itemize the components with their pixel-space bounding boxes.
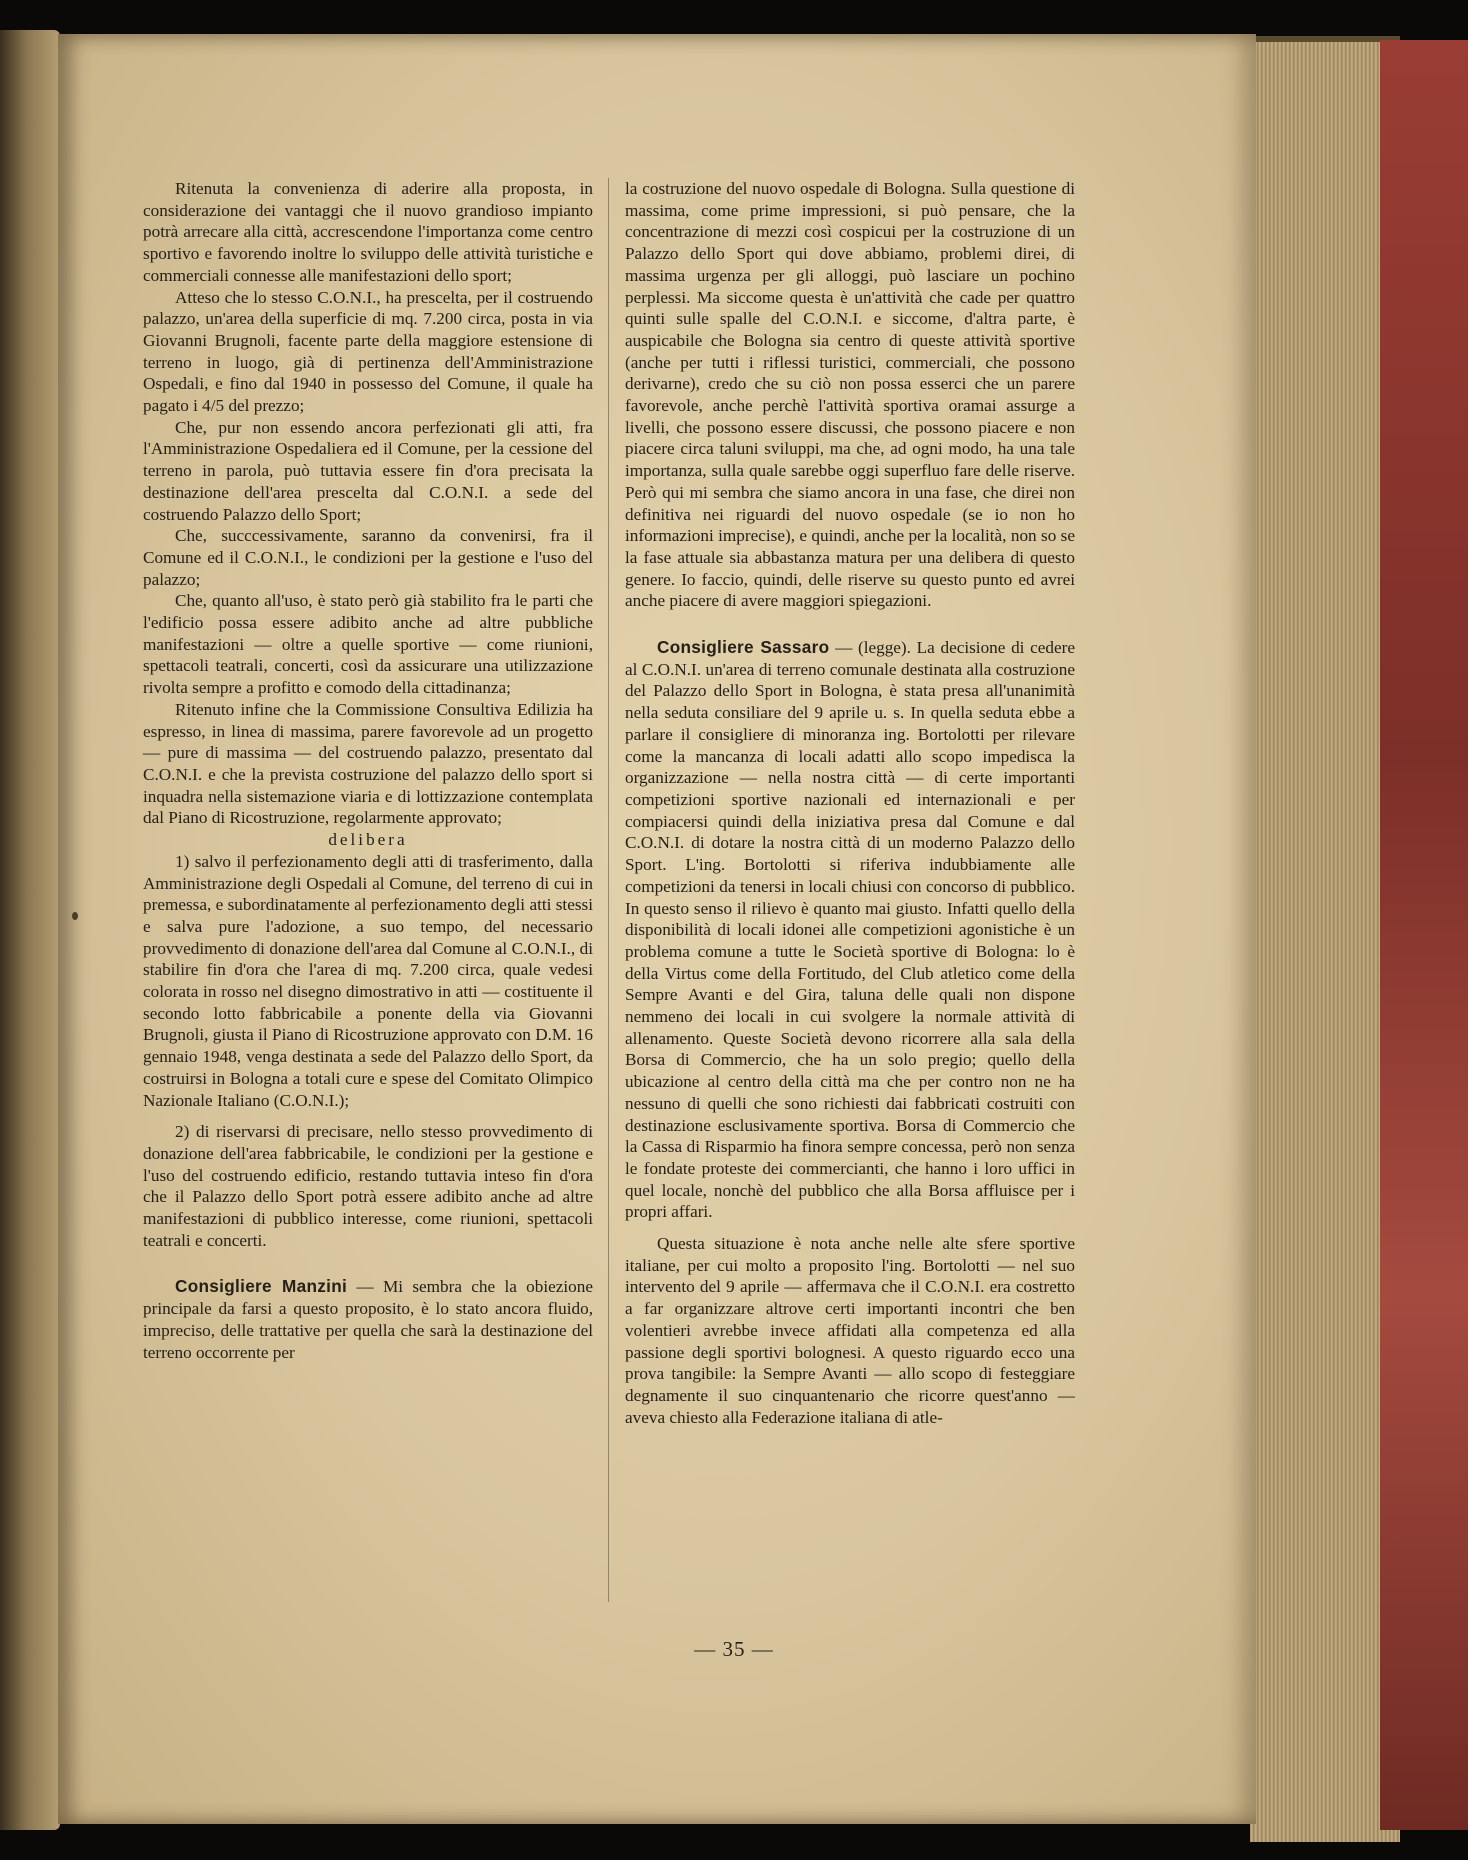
paragraph-questa-situazione: Questa situazione è nota anche nelle alte sfere sportive italiane, per cui molto a proposito l'ing. Bortolotti — nel suo intervento del 9 aprile — affermava che il C.O.N.I. era costretto a far organizzare altrove certi importanti incontri che ben volentieri avrebbe invece affidati alla competenza ed alla passione degli sportivi bolognesi. A questo riguardo ecco una prova tangibile: la Sempre Avanti — allo scopo di festeggiare degnamente il suo cinquantenario che ricorre quest'anno — aveva chiesto alla Federazione italiana di atle- [625, 1234, 1075, 1427]
speaker-name: Consigliere Manzini [175, 1276, 348, 1297]
delibera-item-2: 2) di riservarsi di precisare, nello stesso provvedimento di donazione dell'area fabbricabile, le condizioni per la gestione e l'uso del costruendo edificio, restando tuttavia inteso fin d'ora che il Palazzo dello Sport potrà essere adibito anche ad altre manifestazioni di pubblico interesse, come riunioni, spettacoli teatrali e concerti. [143, 1122, 593, 1250]
speech-sassaro [625, 637, 1075, 1223]
speech-text: — Mi sembra che la obiezione principale da farsi a questo proposito, è lo stato ancora fluido, impreciso, delle trattative per quella che sarà la destinazione del terreno occorrente per [143, 1277, 593, 1362]
book-page-block [1250, 36, 1400, 1842]
paragraph-continuation: la costruzione del nuovo ospedale di Bologna. Sulla questione di massima, come prime impressioni, si può pensare, che la concentrazione di mezzi così cospicui per la costruzione di un Palazzo dello Sport qui dove abbiamo, problemi direi, di massima urgenza per gli alloggi, può lasciare un pochino perplessi. Ma siccome questa è un'attività che cade per quattro quinti sulle spalle del C.O.N.I. e siccome, d'altra parte, è auspicabile che Bologna sia centro di queste attività sportive (anche per tutti i riflessi turistici, commerciali, che possono derivarne), credo che su ciò non possa esserci che un parere favorevole, anche perchè l'attività sportiva oramai assurge a livelli, che possono essere discussi, che possono piacere e non piacere circa taluni sviluppi, ma che, ad ogni modo, ha una tale importanza, sulla quale sarebbe oggi superfluo fare delle riserve. Però qui mi sembra che siamo ancora in una fase, che direi non definitiva nei riguardi del nuovo ospedale (se io non ho informazioni imprecise), e quindi, anche per la località, non so se la fase attuale sia abbastanza matura per una delibera di questo genere. Io faccio, quindi, delle riserve su questo punto ed avrei anche piacere di avere maggiori spiegazioni. [625, 179, 1075, 611]
column-divider [608, 178, 609, 1602]
page-number: — 35 — [694, 1637, 774, 1661]
speech-manzini [143, 1276, 593, 1363]
paragraph-ritenuta: Ritenuta la convenienza di aderire alla proposta, in considerazione dei vantaggi che il nuovo grandioso impianto potrà arrecare alla città, accrescendone l'importanza come centro sportivo e favorendo inoltre lo sviluppo delle attività turistiche e commerciali connesse alle manifestazioni dello sport; [143, 179, 593, 285]
paragraph-che-atti: Che, pur non essendo ancora perfezionati gli atti, fra l'Amministrazione Ospedaliera ed il Comune, per la cessione del terreno in parola, può tuttavia essere fin d'ora precisata la destinazione dell'area prescelta dal C.O.N.I. a sede del costruendo Palazzo dello Sport; [143, 417, 593, 524]
paragraph-che-condizioni: Che, succcessivamente, saranno da convenirsi, fra il Comune ed il C.O.N.I., le condizioni per la gestione e l'uso del palazzo; [143, 526, 593, 589]
previous-page-edge [0, 30, 60, 1830]
left-column [143, 178, 593, 1363]
right-column [625, 178, 1075, 1428]
margin-mark [72, 912, 78, 920]
delibera-item-1: 1) salvo il perfezionamento degli atti di trasferimento, dalla Amministrazione degli Ospedali al Comune, del terreno di cui in premessa, e subordinatamente al perfezionamento degli atti stessi e salva pure l'adozione, a suo tempo, del necessario provvedimento di donazione dell'area dal Comune al C.O.N.I., di stabilire fin d'ora che l'area di mq. 7.200 circa, quale vedesi colorata in rosso nel disegno dimostrativo in atti — costituente il secondo lotto fabbricabile a ponente della via Giovanni Brugnoli, giusta il Piano di Ricostruzione approvato con D.M. 16 gennaio 1948, venga destinata a sede del Palazzo dello Sport, da costruirsi in Bologna a totali cure e spese del Comitato Olimpico Nazionale Italiano (C.O.N.I.); [143, 851, 593, 1110]
section-heading-delibera: delibera [328, 830, 408, 850]
paragraph-ritenuto: Ritenuto infine che la Commissione Consultiva Edilizia ha espresso, in linea di massima, parere favorevole ad un progetto — pure di massima — del costruendo palazzo, presentato dal C.O.N.I. e che la prevista costruzione del palazzo dello sport si inquadra nella sistemazione viaria e di lottizzazione contemplata dal Piano di Ricostruzione, regolarmente approvato; [143, 699, 593, 828]
paragraph-che-uso: Che, quanto all'uso, è stato però già stabilito fra le parti che l'edificio possa essere adibito anche ad altre pubbliche manifestazioni — oltre a quelle sportive — come riunioni, spettacoli teatrali, concerti, così da assicurare una utilizzazione rivolta sempre a profitto e comodo della cittadinanza; [143, 591, 593, 698]
speaker-name: Consigliere Sassaro [657, 637, 830, 658]
speech-text: — (legge). La decisione di cedere al C.O.N.I. un'area di terreno comunale destinata alla costruzione del Palazzo dello Sport in Bologna, è stata presa all'unanimità nella seduta consiliare del 9 aprile u. s. In quella seduta ebbe a parlare il consigliere di minoranza ing. Bortolotti per rilevare come la mancanza di locali adatti allo scopo impedisca la organizzazione — nella nostra città — di certe importanti competizioni sportive nazionali ed internazionali e per compiacersi quindi della iniziativa presa dal Comune e dal C.O.N.I. di dotare la nostra città di un moderno Palazzo dello Sport. L'ing. Bortolotti si riferiva indubbiamente alle competizioni da tenersi in locali chiusi con concorso di pubblico. In questo senso il rilievo è quanto mai giusto. Infatti quello della disponibilità di locali idonei alle competizioni agonistiche è un problema comune a tutte le Società sportive di Bologna: lo è della Virtus come della Fortitudo, del Club atletico come della Sempre Avanti e del Gira, taluna delle quali non dispone nemmeno dei locali in cui svolgere la normale attività di allenamento. Queste Società devono ricorrere alla sala della Borsa di Commercio, che ha un solo pregio; quello della ubicazione al centro della città ma che per contro non ne ha nessuno di quelli che sono richiesti dai fabbricati costruiti con destinazione esclusivamente sportiva. Borsa di Commercio che la Cassa di Risparmio ha finora sempre concessa, però non senza le fondate proteste dei commercianti, che hanno i loro uffici in quel locale, nonchè del pubblico che alla Borsa affluisce per i propri affari. [625, 638, 1075, 1222]
paragraph-atteso: Atteso che lo stesso C.O.N.I., ha prescelta, per il costruendo palazzo, un'area della superficie di mq. 7.200 circa, posta in via Giovanni Brugnoli, facente parte della maggiore estensione di terreno in luogo, già di pertinenza dell'Amministrazione Ospedali, e fino dal 1940 in possesso del Comune, il quale ha pagato i 4/5 del prezzo; [143, 287, 593, 416]
book-cover-edge [1380, 40, 1468, 1830]
